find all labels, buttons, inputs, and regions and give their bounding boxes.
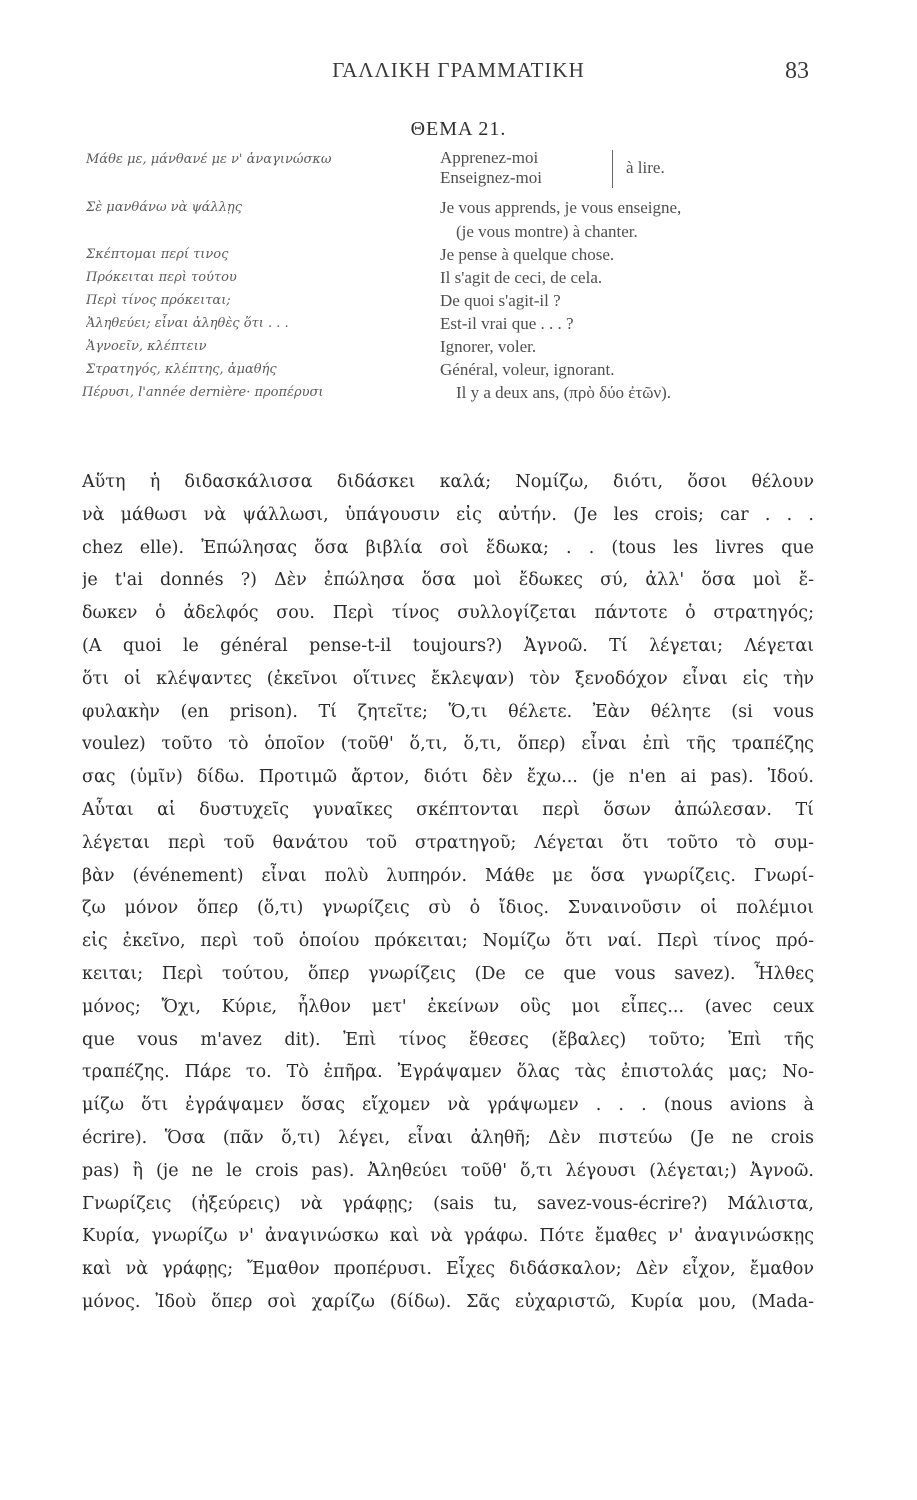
vocab-french: à lire.	[626, 158, 665, 177]
vocab-row	[0, 383, 917, 406]
vocab-row	[0, 245, 917, 268]
body-line: σας (ὑμῖν) δίδω. Προτιμῶ ἄρτον, διότι δὲν ἔχω... (je n'en ai pas). Ἰδού.	[82, 767, 814, 788]
vocab-greek: Σὲ μανθάνω νὰ ψάλλῃς	[86, 200, 243, 215]
body-line: καὶ νὰ γράφῃς; Ἔμαθον προπέρυσι. Εἶχες διδάσκαλον; Δὲν εἶχον, ἔμαθον	[82, 1259, 814, 1280]
body-line: δωκεν ὁ ἀδελφός σου. Περὶ τίνος συλλογίζεται πάντοτε ὁ στρατηγός;	[82, 603, 814, 624]
vocab-french: Je vous apprends, je vous enseigne,	[440, 198, 682, 217]
vocabulary-list	[0, 148, 917, 406]
running-head-title: ΓΑΛΛΙΚΗ ΓΡΑΜΜΑΤΙΚΗ	[332, 58, 585, 82]
body-line: λέγεται περὶ τοῦ θανάτου τοῦ στρατηγοῦ; Λέγεται ὅτι τοῦτο τὸ συμ-	[82, 832, 814, 853]
vocab-french: Il s'agit de ceci, de cela.	[440, 268, 603, 287]
body-line: pas) ἢ (je ne le crois pas). Ἀληθεύει τοῦθ' ὅ,τι λέγουσι (λέγεται;) Ἀγνοῶ.	[82, 1160, 814, 1181]
body-line: écrire). Ὅσα (πᾶν ὅ,τι) λέγει, εἶναι ἀληθῆ; Δὲν πιστεύω (Je ne crois	[82, 1127, 814, 1148]
vocab-greek: Στρατηγός, κλέπτης, ἀμαθής	[86, 362, 277, 377]
vocab-greek: Σκέπτομαι περί τινος	[86, 247, 229, 262]
body-line: voulez) τοῦτο τὸ ὁποῖον (τοῦθ' ὅ,τι, ὅ,τι, ὅπερ) εἶναι ἐπὶ τῆς τραπέζης	[82, 734, 814, 755]
exercise-body	[82, 466, 814, 1319]
vocab-french: Enseignez-moi	[440, 168, 542, 187]
brace-divider	[612, 150, 621, 188]
vocab-row	[0, 268, 917, 291]
body-line: νὰ μάθωσι νὰ ψάλλωσι, ὑπάγουσιν εἰς αὐτήν. (Je les crois; car . . .	[82, 504, 814, 525]
vocab-row	[0, 198, 917, 217]
vocab-greek: Πρόκειται περὶ τούτου	[86, 270, 237, 285]
vocab-row	[0, 360, 917, 383]
vocab-greek: Μάθε με, μάνθανέ με ν' ἀναγινώσκω	[86, 152, 332, 167]
body-line: ὅτι οἱ κλέψαντες (ἐκεῖνοι οἵτινες ἔκλεψαν) τὸν ξενοδόχον εἶναι εἰς τὴν	[82, 668, 814, 689]
vocab-row	[0, 314, 917, 337]
running-head	[0, 58, 917, 88]
vocab-greek: Περὶ τίνος πρόκειται;	[86, 293, 231, 308]
body-line: τραπέζης. Πάρε το. Τὸ ἐπῆρα. Ἐγράψαμεν ὅλας τὰς ἐπιστολάς μας; Νο-	[82, 1062, 814, 1083]
body-line: μόνος; Ὄχι, Κύριε, ἦλθον μετ' ἐκείνων οὓς μοι εἶπες... (avec ceux	[82, 996, 814, 1017]
body-line: Αὕτη ἡ διδασκάλισσα διδάσκει καλά; Νομίζω, διότι, ὅσοι θέλουν	[82, 472, 814, 492]
body-line: que vous m'avez dit). Ἐπὶ τίνος ἔθεσες (ἔβαλες) τοῦτο; Ἐπὶ τῆς	[82, 1029, 814, 1050]
vocab-french: Ignorer, voler.	[440, 337, 537, 356]
body-line: μίζω ὅτι ἐγράψαμεν ὅσας εἴχομεν νὰ γράψωμεν . . . (nous avions à	[82, 1095, 814, 1116]
vocab-french: Est-il vrai que . . . ?	[440, 314, 574, 333]
body-line: je t'ai donnés ?) Δὲν ἐπώλησα ὅσα μοὶ ἔδωκες σύ, ἀλλ' ὅσα μοὶ ἔ-	[82, 570, 814, 591]
vocab-french: Je pense à quelque chose.	[440, 245, 615, 264]
vocab-greek: Πέρυσι, l'année dernière· προπέρυσι	[82, 385, 324, 400]
vocab-french: Général, voleur, ignorant.	[440, 360, 615, 379]
page-number: 83	[785, 58, 809, 84]
body-line: εἰς ἐκεῖνο, περὶ τοῦ ὁποίου πρόκειται; Νομίζω ὅτι ναί. Περὶ τίνος πρό-	[82, 931, 814, 952]
vocab-french: (je vous montre) à chanter.	[456, 222, 638, 241]
vocab-row	[0, 217, 917, 245]
vocab-row	[0, 337, 917, 360]
body-line: chez elle). Ἐπώλησας ὅσα βιβλία σοὶ ἔδωκα; . . (tous les livres que	[82, 537, 814, 558]
body-line: κειται; Περὶ τούτου, ὅπερ γνωρίζεις (De ce que vous savez). Ἦλθες	[82, 963, 814, 984]
vocab-greek: Ἀληθεύει; εἶναι ἀληθὲς ὅτι . . .	[86, 316, 289, 331]
vocab-greek: Ἀγνοεῖν, κλέπτειν	[86, 339, 207, 354]
vocab-row	[0, 148, 917, 194]
body-line: (A quoi le général pense-t-il toujours?) Ἀγνοῶ. Τί λέγεται; Λέγεται	[82, 635, 814, 656]
body-line: Γνωρίζεις (ἠξεύρεις) νὰ γράφῃς; (sais tu, savez-vous-écrire?) Μάλιστα,	[82, 1193, 814, 1214]
body-line: φυλακὴν (en prison). Τί ζητεῖτε; Ὅ,τι θέλετε. Ἐὰν θέλητε (si vous	[82, 701, 814, 722]
vocab-row	[0, 291, 917, 314]
body-line: Κυρία, γνωρίζω ν' ἀναγινώσκω καὶ νὰ γράφω. Πότε ἔμαθες ν' ἀναγινώσκῃς	[82, 1226, 814, 1247]
body-line: βὰν (événement) εἶναι πολὺ λυπηρόν. Μάθε με ὅσα γνωρίζεις. Γνωρί-	[82, 865, 814, 886]
vocab-french: Apprenez-moi	[440, 148, 539, 167]
body-line: μόνος. Ἰδοὺ ὅπερ σοὶ χαρίζω (δίδω). Σᾶς εὐχαριστῶ, Κυρία μου, (Mada-	[82, 1291, 814, 1312]
body-line: Αὗται αἱ δυστυχεῖς γυναῖκες σκέπτονται περὶ ὅσων ἀπώλεσαν. Τί	[82, 799, 814, 820]
exercise-title: ΘΕΜΑ 21.	[410, 118, 507, 140]
body-line: ζω μόνον ὅπερ (ὅ,τι) γνωρίζεις σὺ ὁ ἴδιος. Συναινοῦσιν οἱ πολέμιοι	[82, 898, 814, 919]
vocab-french: Il y a deux ans, (πρὸ δύο ἐτῶν).	[456, 383, 672, 402]
vocab-french: De quoi s'agit-il ?	[440, 291, 561, 310]
